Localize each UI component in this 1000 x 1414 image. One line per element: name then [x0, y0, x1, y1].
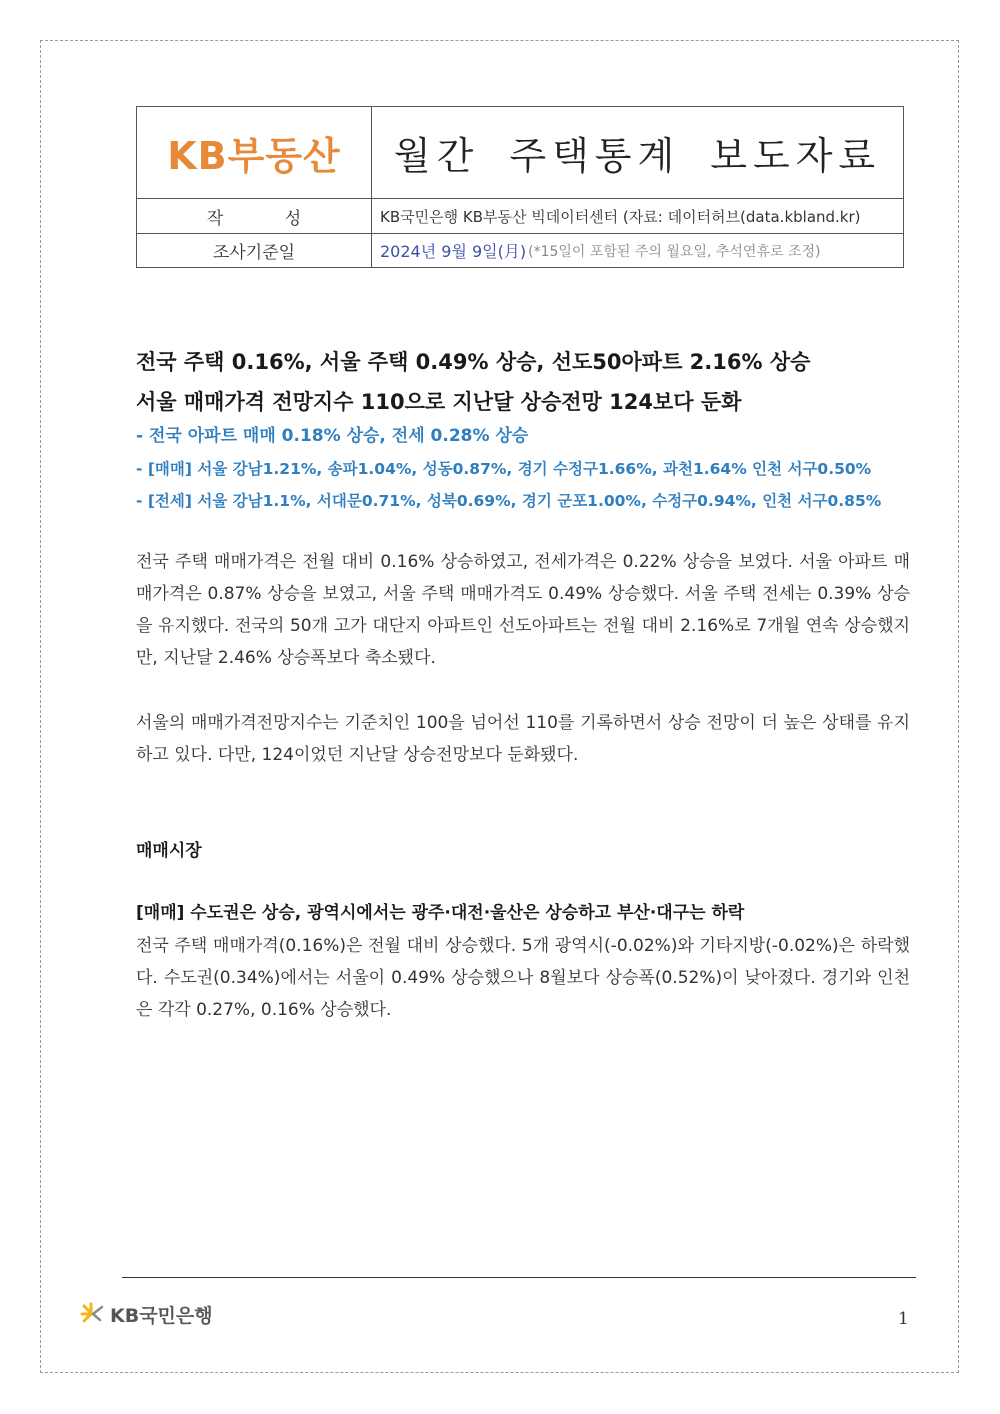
- summary-paragraph-1: 전국 주택 매매가격은 전월 대비 0.16% 상승하였고, 전세가격은 0.22% 상승을 보였다. 서울 아파트 매매가격은 0.87% 상승을 보였고, 서울 주택 매매가격도 0.49% 상승했다. 서울 주택 전세는 0.39% 상승을 유지했다. 전국의 50개 고가 대단지 아파트인 선도아파트는 전월 대비 2.16%로 7개월 연속 상승했지만, 지난달 2.46% 상승폭보다 축소됐다.: [136, 552, 911, 668]
- survey-date: 2024년 9월 9일(月): [380, 242, 527, 261]
- headline-line-2: 서울 매매가격 전망지수 110으로 지난달 상승전망 124보다 둔화: [136, 390, 742, 414]
- author-value: KB국민은행 KB부동산 빅데이터센터 (자료: 데이터허브(data.kbland.kr): [380, 207, 861, 226]
- author-row: [137, 199, 903, 234]
- highlight-item: - 전국 아파트 매매 0.18% 상승, 전세 0.28% 상승: [136, 426, 529, 446]
- author-label: 작 성: [137, 199, 372, 233]
- highlight-item: - [매매] 서울 강남1.21%, 송파1.04%, 성동0.87%, 경기 수정구1.66%, 과천1.64% 인천 서구0.50%: [136, 459, 872, 478]
- survey-date-note: (*15일이 포함된 주의 월요일, 추석연휴로 조정): [528, 243, 821, 260]
- highlight-item: - [전세] 서울 강남1.1%, 서대문0.71%, 성북0.69%, 경기 군포1.00%, 수정구0.94%, 인천 서구0.85%: [136, 492, 882, 510]
- date-row: [137, 234, 903, 267]
- headline: [136, 342, 916, 422]
- date-label: 조사기준일: [137, 234, 372, 267]
- date-value-cell: [372, 234, 903, 267]
- header-logo-cell: [137, 107, 372, 199]
- kb-budongsan-logo: KB부동산: [167, 134, 341, 178]
- section-subheading: [매매] 수도권은 상승, 광역시에서는 광주·대전·울산은 상승하고 부산·대구는 하락: [136, 903, 745, 923]
- page-number: 1: [898, 1309, 909, 1329]
- document-title: 월간 주택통계 보도자료: [393, 134, 882, 178]
- header-title-cell: [372, 107, 903, 199]
- bank-name: KB국민은행: [110, 1304, 213, 1327]
- section-body: 전국 주택 매매가격(0.16%)은 전월 대비 상승했다. 5개 광역시(-0.02%)와 기타지방(-0.02%)은 하락했다. 수도권(0.34%)에서는 서울이 0.49% 상승했으나 8월보다 상승폭(0.52%)이 낮아졌다. 경기와 인천은 각각 0.27%, 0.16% 상승했다.: [136, 936, 910, 1020]
- footer-divider: [122, 1277, 916, 1278]
- header-table: [136, 106, 904, 268]
- headline-line-1: 전국 주택 0.16%, 서울 주택 0.49% 상승, 선도50아파트 2.16% 상승: [136, 350, 811, 374]
- kb-star-icon: [78, 1300, 106, 1328]
- summary-paragraph-2: 서울의 매매가격전망지수는 기준치인 100을 넘어선 110를 기록하면서 상승 전망이 더 높은 상태를 유지하고 있다. 다만, 124이었던 지난달 상승전망보다 둔화됐다.: [136, 713, 910, 765]
- highlight-list: [136, 420, 926, 518]
- footer-bank-logo: [78, 1300, 213, 1328]
- section-title: 매매시장: [136, 841, 202, 861]
